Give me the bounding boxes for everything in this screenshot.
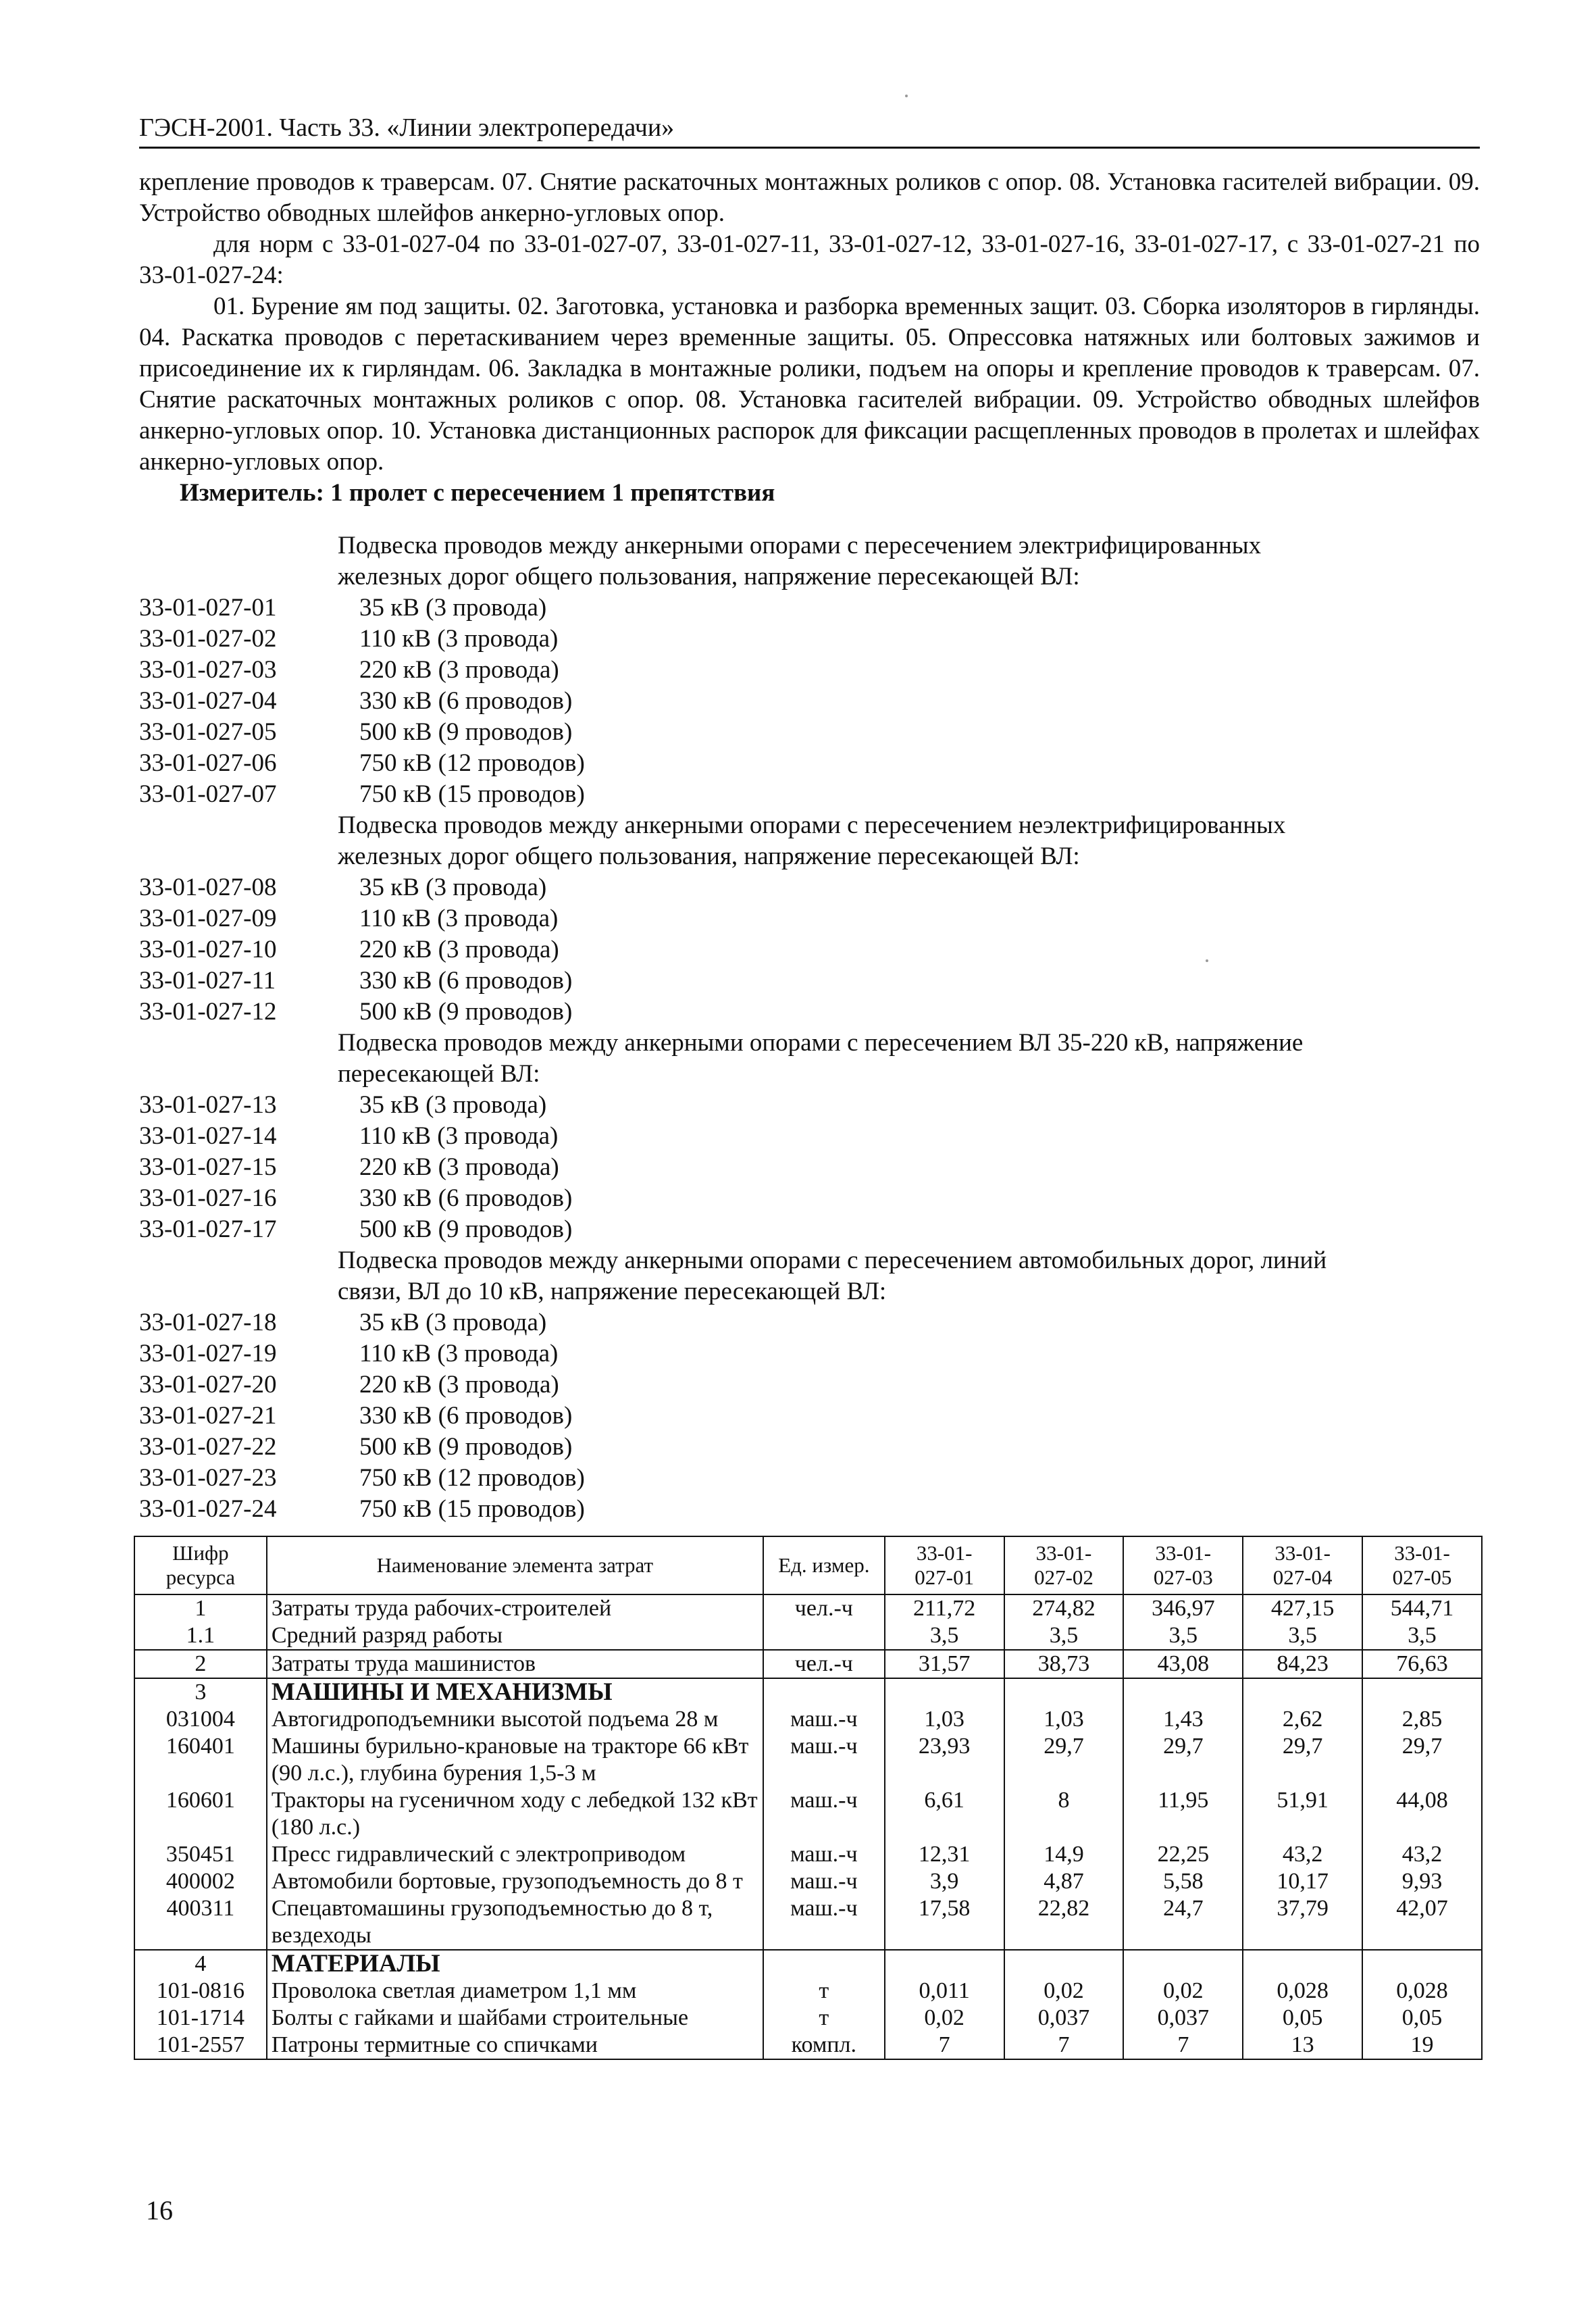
norm-description: 330 кВ (6 проводов) (359, 1402, 573, 1430)
cell-name: Машины бурильно-крановые на тракторе 66 кВт (90 л.с.), глубина бурения 1,5-3 м (267, 1733, 763, 1787)
cell-value: 76,63 (1362, 1650, 1482, 1678)
list-item (139, 934, 1480, 965)
header-col-2: 33-01- 027-02 (1004, 1536, 1124, 1594)
cell-value: 211,72 (885, 1594, 1004, 1622)
cell-value: 29,7 (1362, 1733, 1482, 1787)
cell-code: 350451 (134, 1841, 267, 1868)
cell-value: 22,82 (1004, 1895, 1124, 1950)
norm-code: 33-01-027-23 (139, 1464, 277, 1492)
cell-value: 42,07 (1362, 1895, 1482, 1950)
cell-value: 274,82 (1004, 1594, 1124, 1622)
cell-value: 4,87 (1004, 1868, 1124, 1895)
list-item (139, 1401, 1480, 1432)
norm-description: 35 кВ (3 провода) (359, 1091, 547, 1119)
norm-description: 220 кВ (3 провода) (359, 936, 559, 963)
group-title: Подвеска проводов между анкерными опорами с пересечением электрифицированных (338, 532, 1262, 559)
norm-description: 35 кВ (3 провода) (359, 594, 547, 622)
norm-code: 33-01-027-09 (139, 905, 277, 932)
norm-code: 33-01-027-05 (139, 718, 277, 746)
header-code: Шифр ресурса (134, 1536, 267, 1594)
cell-value: 43,2 (1362, 1841, 1482, 1868)
cell-value: 3,5 (885, 1622, 1004, 1650)
group-title: пересекающей ВЛ: (338, 1060, 540, 1088)
cell-value: 0,05 (1362, 2005, 1482, 2032)
cell-value: 7 (1123, 2032, 1243, 2059)
norm-description: 35 кВ (3 провода) (359, 1309, 547, 1336)
cell-code: 400311 (134, 1895, 267, 1950)
header-col-1: 33-01- 027-01 (885, 1536, 1004, 1594)
list-item (139, 1090, 1480, 1121)
cell-value: 51,91 (1243, 1787, 1362, 1841)
cell-value: 13 (1243, 2032, 1362, 2059)
group-title: железных дорог общего пользования, напряжение пересекающей ВЛ: (338, 842, 1080, 870)
list-item (139, 1121, 1480, 1152)
cell-value (1243, 1950, 1362, 1978)
cell-value: 43,2 (1243, 1841, 1362, 1868)
cell-name: Автомобили бортовые, грузоподъемность до 8 т (267, 1868, 763, 1895)
cell-value: 0,05 (1243, 2005, 1362, 2032)
cell-value: 37,79 (1243, 1895, 1362, 1950)
cell-unit: маш.-ч (763, 1733, 885, 1787)
norm-code: 33-01-027-03 (139, 656, 277, 684)
table-row (134, 1594, 1482, 1622)
cell-value (1362, 1950, 1482, 1978)
table-row (134, 2005, 1482, 2032)
cell-value: 14,9 (1004, 1841, 1124, 1868)
norm-description: 220 кВ (3 провода) (359, 656, 559, 684)
norm-code: 33-01-027-24 (139, 1495, 277, 1523)
cell-code: 031004 (134, 1706, 267, 1733)
norm-code: 33-01-027-02 (139, 625, 277, 653)
cell-name: Средний разряд работы (267, 1622, 763, 1650)
cell-value: 29,7 (1123, 1733, 1243, 1787)
measure-unit: Измеритель: 1 пролет с пересечением 1 препятствия (180, 479, 775, 507)
table-row (134, 1868, 1482, 1895)
scan-speck (1206, 959, 1208, 962)
cell-name: Проволока светлая диаметром 1,1 мм (267, 1978, 763, 2005)
group-title: связи, ВЛ до 10 кВ, напряжение пересекающей ВЛ: (338, 1278, 887, 1305)
cell-value: 0,02 (1123, 1978, 1243, 2005)
cell-value (885, 1950, 1004, 1978)
norm-code: 33-01-027-07 (139, 780, 277, 808)
cell-name: Затраты труда рабочих-строителей (267, 1594, 763, 1622)
cell-unit: т (763, 1978, 885, 2005)
cell-unit (763, 1678, 885, 1706)
table-row (134, 1650, 1482, 1678)
list-item (139, 965, 1480, 997)
table-row (134, 1733, 1482, 1787)
list-item (139, 593, 1480, 624)
cell-code: 1 (134, 1594, 267, 1622)
cell-value (885, 1678, 1004, 1706)
cell-value: 1,03 (1004, 1706, 1124, 1733)
cell-value: 0,02 (1004, 1978, 1124, 2005)
scan-speck (905, 95, 908, 97)
norm-code: 33-01-027-10 (139, 936, 277, 963)
list-item (139, 903, 1480, 934)
norm-code: 33-01-027-16 (139, 1184, 277, 1212)
table-row (134, 1978, 1482, 2005)
norm-description: 110 кВ (3 провода) (359, 905, 559, 932)
cell-value: 0,028 (1243, 1978, 1362, 2005)
list-item (139, 1494, 1480, 1525)
work-description (139, 167, 1480, 509)
paragraph-2: для норм с 33-01-027-04 по 33-01-027-07, 33-01-027-11, 33-01-027-12, 33-01-027-16, 33-01-027-17, с 33-01-027-21 по 33-01-027-24: (139, 230, 1480, 289)
cell-code: 3 (134, 1678, 267, 1706)
cell-value (1123, 1678, 1243, 1706)
list-item (139, 655, 1480, 686)
norm-description: 500 кВ (9 проводов) (359, 718, 573, 746)
cell-value: 3,5 (1243, 1622, 1362, 1650)
list-item (139, 1214, 1480, 1245)
cell-value (1004, 1950, 1124, 1978)
norm-code: 33-01-027-01 (139, 594, 277, 622)
cell-value: 7 (1004, 2032, 1124, 2059)
cell-value: 544,71 (1362, 1594, 1482, 1622)
cell-name: Тракторы на гусеничном ходу с лебедкой 132 кВт (180 л.с.) (267, 1787, 763, 1841)
norm-code: 33-01-027-18 (139, 1309, 277, 1336)
norm-description: 220 кВ (3 провода) (359, 1371, 559, 1399)
group-title: Подвеска проводов между анкерными опорами с пересечением неэлектрифицированных (338, 811, 1286, 839)
norm-code: 33-01-027-15 (139, 1153, 277, 1181)
cell-name: МАШИНЫ И МЕХАНИЗМЫ (267, 1678, 763, 1706)
norm-code: 33-01-027-21 (139, 1402, 277, 1430)
table-body (134, 1594, 1482, 2059)
norm-code: 33-01-027-06 (139, 749, 277, 777)
cell-value: 22,25 (1123, 1841, 1243, 1868)
norm-code: 33-01-027-20 (139, 1371, 277, 1399)
cell-value: 0,037 (1004, 2005, 1124, 2032)
norm-description: 220 кВ (3 провода) (359, 1153, 559, 1181)
list-item (139, 997, 1480, 1028)
norm-code: 33-01-027-12 (139, 998, 277, 1026)
cell-value: 3,5 (1362, 1622, 1482, 1650)
header-name: Наименование элемента затрат (267, 1536, 763, 1594)
cell-value: 1,03 (885, 1706, 1004, 1733)
cell-value: 9,93 (1362, 1868, 1482, 1895)
cell-value: 427,15 (1243, 1594, 1362, 1622)
cell-value: 6,61 (885, 1787, 1004, 1841)
cell-value: 12,31 (885, 1841, 1004, 1868)
header-col-4: 33-01- 027-04 (1243, 1536, 1362, 1594)
group-title: железных дорог общего пользования, напряжение пересекающей ВЛ: (338, 563, 1080, 590)
cell-unit: компл. (763, 2032, 885, 2059)
cell-value: 43,08 (1123, 1650, 1243, 1678)
norm-description: 500 кВ (9 проводов) (359, 998, 573, 1026)
cell-unit: маш.-ч (763, 1868, 885, 1895)
norm-code: 33-01-027-08 (139, 874, 277, 901)
norm-code: 33-01-027-11 (139, 967, 276, 995)
norm-description: 110 кВ (3 провода) (359, 1340, 559, 1367)
cell-value: 44,08 (1362, 1787, 1482, 1841)
list-item (139, 872, 1480, 903)
norm-description: 110 кВ (3 провода) (359, 625, 559, 653)
cell-code: 1.1 (134, 1622, 267, 1650)
norm-description: 500 кВ (9 проводов) (359, 1215, 573, 1243)
norm-code: 33-01-027-19 (139, 1340, 277, 1367)
cell-value: 17,58 (885, 1895, 1004, 1950)
cell-value: 5,58 (1123, 1868, 1243, 1895)
table-row (134, 1895, 1482, 1950)
cell-name: Патроны термитные со спичками (267, 2032, 763, 2059)
cell-value: 24,7 (1123, 1895, 1243, 1950)
cell-unit: маш.-ч (763, 1895, 885, 1950)
norm-code: 33-01-027-22 (139, 1433, 277, 1461)
list-item (139, 717, 1480, 748)
table-row (134, 1622, 1482, 1650)
list-item (139, 1183, 1480, 1214)
cell-code: 101-0816 (134, 1978, 267, 2005)
list-item (139, 748, 1480, 779)
cell-value: 1,43 (1123, 1706, 1243, 1733)
table-row (134, 1841, 1482, 1868)
cell-value: 11,95 (1123, 1787, 1243, 1841)
resource-table-wrap (134, 1536, 1483, 2060)
norm-list (139, 530, 1480, 1525)
cell-value: 3,5 (1004, 1622, 1124, 1650)
cell-value: 23,93 (885, 1733, 1004, 1787)
cell-unit: чел.-ч (763, 1594, 885, 1622)
cell-value: 7 (885, 2032, 1004, 2059)
list-item (139, 1307, 1480, 1338)
list-item (139, 1463, 1480, 1494)
paragraph-1: крепление проводов к траверсам. 07. Снятие раскаточных монтажных роликов с опор. 08. Установка гасителей вибрации. 09. Устройство обводных шлейфов анкерно-угловых опор. (139, 168, 1480, 227)
cell-value (1362, 1678, 1482, 1706)
cell-code: 160401 (134, 1733, 267, 1787)
cell-unit (763, 1950, 885, 1978)
cell-unit (763, 1622, 885, 1650)
norm-description: 750 кВ (15 проводов) (359, 1495, 585, 1523)
cell-value: 0,02 (885, 2005, 1004, 2032)
cell-code: 4 (134, 1950, 267, 1978)
cell-value: 31,57 (885, 1650, 1004, 1678)
group-title: Подвеска проводов между анкерными опорами с пересечением автомобильных дорог, линий (338, 1247, 1327, 1274)
cell-value: 19 (1362, 2032, 1482, 2059)
cell-unit: маш.-ч (763, 1841, 885, 1868)
cell-code: 400002 (134, 1868, 267, 1895)
cell-value: 10,17 (1243, 1868, 1362, 1895)
norm-code: 33-01-027-04 (139, 687, 277, 715)
norm-description: 750 кВ (12 проводов) (359, 1464, 585, 1492)
cell-code: 160601 (134, 1787, 267, 1841)
list-item (139, 1338, 1480, 1369)
cell-name: Болты с гайками и шайбами строительные (267, 2005, 763, 2032)
cell-code: 2 (134, 1650, 267, 1678)
cell-value: 0,028 (1362, 1978, 1482, 2005)
cell-value: 29,7 (1243, 1733, 1362, 1787)
cell-name: Спецавтомашины грузоподъемностью до 8 т, вездеходы (267, 1895, 763, 1950)
cell-name: Автогидроподъемники высотой подъема 28 м (267, 1706, 763, 1733)
header-col-3: 33-01- 027-03 (1123, 1536, 1243, 1594)
header-unit: Ед. измер. (763, 1536, 885, 1594)
header-col-5: 33-01- 027-05 (1362, 1536, 1482, 1594)
norm-description: 110 кВ (3 провода) (359, 1122, 559, 1150)
norm-description: 35 кВ (3 провода) (359, 874, 547, 901)
norm-description: 750 кВ (15 проводов) (359, 780, 585, 808)
paragraph-3: 01. Бурение ям под защиты. 02. Заготовка, установка и разборка временных защит. 03. Сборка изоляторов в гирлянды. 04. Раскатка проводов с перетаскиванием через временные защиты. 05. Опрессовка натяжных или болтовых зажимов и присоединение их к гирляндам. 06. Закладка в монтажные ролики, подъем на опоры и крепление проводов к траверсам. 07. Снятие раскаточных монтажных роликов с опор. 08. Установка гасителей вибрации. 09. Устройство обводных шлейфов анкерно-угловых опор. 10. Установка дистанционных распорок для фиксации расщепленных проводов в пролетах и шлейфах анкерно-угловых опор. (139, 293, 1480, 476)
cell-unit: маш.-ч (763, 1706, 885, 1733)
norm-description: 330 кВ (6 проводов) (359, 687, 573, 715)
table-row (134, 1950, 1482, 1978)
norm-code: 33-01-027-14 (139, 1122, 277, 1150)
cell-value (1243, 1678, 1362, 1706)
cell-unit: маш.-ч (763, 1787, 885, 1841)
cell-name: МАТЕРИАЛЫ (267, 1950, 763, 1978)
norm-description: 750 кВ (12 проводов) (359, 749, 585, 777)
cell-value: 29,7 (1004, 1733, 1124, 1787)
cell-name: Затраты труда машинистов (267, 1650, 763, 1678)
list-item (139, 1152, 1480, 1183)
cell-value: 0,037 (1123, 2005, 1243, 2032)
norm-code: 33-01-027-13 (139, 1091, 277, 1119)
cell-unit: т (763, 2005, 885, 2032)
norm-description: 330 кВ (6 проводов) (359, 967, 573, 995)
table-row (134, 1787, 1482, 1841)
cell-name: Пресс гидравлический с электроприводом (267, 1841, 763, 1868)
cell-value: 2,85 (1362, 1706, 1482, 1733)
table-row (134, 2032, 1482, 2059)
page-header: ГЭСН-2001. Часть 33. «Линии электропередачи» (139, 111, 1480, 149)
list-item (139, 1432, 1480, 1463)
resource-table (134, 1536, 1483, 2060)
list-item (139, 624, 1480, 655)
cell-value (1004, 1678, 1124, 1706)
group-title: Подвеска проводов между анкерными опорами с пересечением ВЛ 35-220 кВ, напряжение (338, 1029, 1304, 1057)
table-row (134, 1706, 1482, 1733)
page-number: 16 (146, 2195, 173, 2225)
list-item (139, 779, 1480, 810)
list-item (139, 686, 1480, 717)
cell-code: 101-1714 (134, 2005, 267, 2032)
norm-description: 500 кВ (9 проводов) (359, 1433, 573, 1461)
cell-value: 3,5 (1123, 1622, 1243, 1650)
norm-code: 33-01-027-17 (139, 1215, 277, 1243)
cell-value: 38,73 (1004, 1650, 1124, 1678)
table-header-row (134, 1536, 1482, 1594)
cell-unit: чел.-ч (763, 1650, 885, 1678)
cell-value: 8 (1004, 1787, 1124, 1841)
cell-code: 101-2557 (134, 2032, 267, 2059)
cell-value (1123, 1950, 1243, 1978)
cell-value: 3,9 (885, 1868, 1004, 1895)
cell-value: 84,23 (1243, 1650, 1362, 1678)
table-row (134, 1678, 1482, 1706)
cell-value: 2,62 (1243, 1706, 1362, 1733)
cell-value: 346,97 (1123, 1594, 1243, 1622)
norm-description: 330 кВ (6 проводов) (359, 1184, 573, 1212)
list-item (139, 1369, 1480, 1401)
cell-value: 0,011 (885, 1978, 1004, 2005)
